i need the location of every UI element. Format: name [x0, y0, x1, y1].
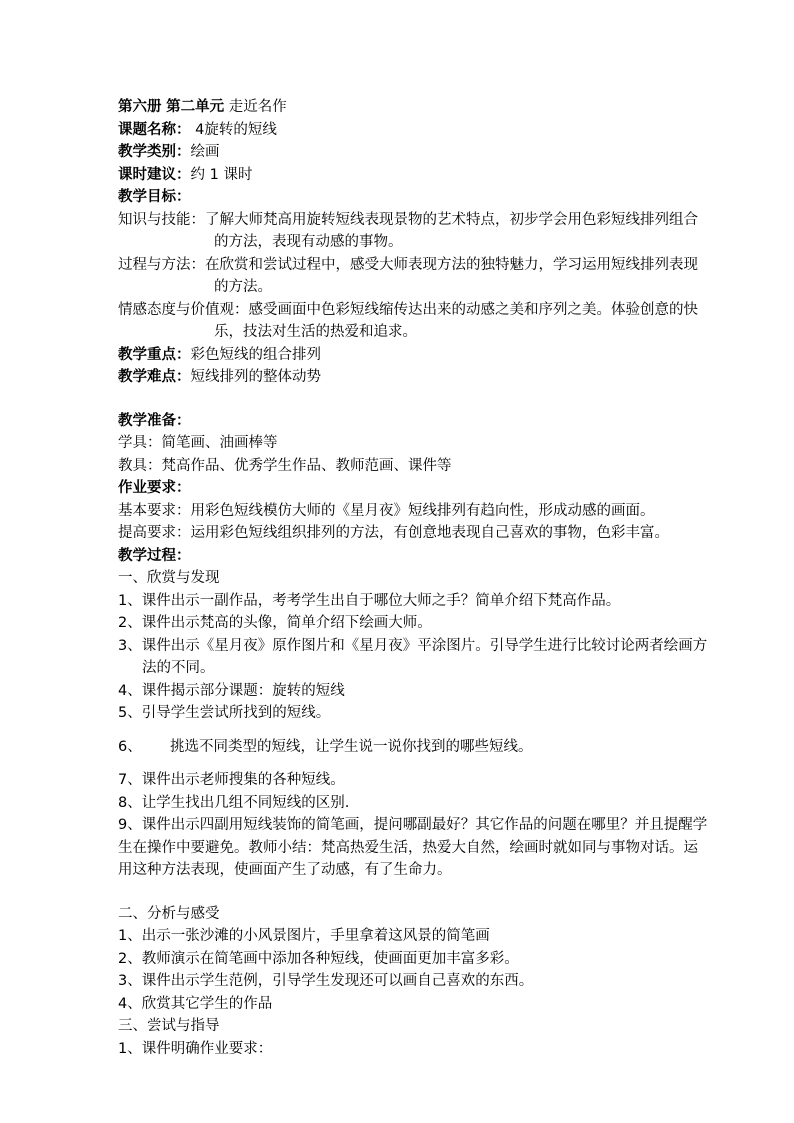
hours-row — [118, 164, 708, 187]
list-item: 1、出示一张沙滩的小风景图片，手里拿着这风景的简笔画 — [118, 928, 490, 944]
goal-process-text: 在欣赏和尝试过程中，感受大师表现方法的独特魅力，学习运用短线排列表现的方法。 — [205, 256, 698, 295]
goal-process-label: 过程与方法： — [118, 256, 205, 273]
homework-basic — [118, 500, 708, 523]
process-heading: 教学过程： — [118, 547, 191, 564]
book-number: 第六册 — [118, 99, 162, 115]
section2-title: 二、分析与感受 — [118, 905, 220, 922]
list-item-number: 6、 — [118, 738, 142, 755]
topic-value: 4旋转的短线 — [190, 121, 277, 138]
unit-header — [118, 96, 708, 119]
key-point-row — [118, 344, 708, 367]
goal-emotion-label: 情感态度与价值观： — [118, 301, 249, 318]
prep-teacher-tools: 教具：梵高作品、优秀学生作品、教师范画、课件等 — [118, 457, 452, 474]
goal-emotion-text: 感受画面中色彩短线缩传达出来的动感之美和序列之美。体验创意的快乐，技法对生活的热爱和追求。 — [214, 301, 698, 340]
list-item: 1、课件出示一副作品，考考学生出自于哪位大师之手？简单介绍下梵高作品。 — [118, 592, 621, 609]
homework-advanced — [118, 522, 708, 545]
type-value: 绘画 — [190, 144, 220, 160]
list-item-text: 挑选不同类型的短线，让学生说一说你找到的哪些短线。 — [170, 738, 533, 755]
homework-advanced-label: 提高要求： — [118, 525, 191, 541]
list-item: 3、课件出示《星月夜》原作图片和《星月夜》平涂图片。引导学生进行比较讨论两者绘画方法的不同。 — [118, 637, 708, 676]
hours-label: 课时建议： — [118, 166, 191, 183]
key-point-value: 彩色短线的组合排列 — [190, 346, 321, 363]
list-item: 1、课件明确作业要求： — [118, 1040, 273, 1057]
homework-advanced-text: 运用彩色短线组织排列的方法，有创意地表现自己喜欢的事物，色彩丰富。 — [190, 525, 669, 541]
list-item: 8、让学生找出几组不同短线的区别. — [118, 794, 350, 811]
goal-knowledge-label: 知识与技能： — [118, 211, 205, 228]
homework-basic-text: 用彩色短线模仿大师的《星月夜》短线排列有趋向性，形成动感的画面。 — [190, 502, 655, 519]
hours-value: 约 1 课时 — [190, 166, 253, 183]
topic-row — [118, 119, 708, 142]
section1-title: 一、欣赏与发现 — [118, 570, 220, 586]
goal-knowledge — [118, 209, 708, 254]
difficulty-row — [118, 366, 708, 389]
unit-title: 走近名作 — [228, 99, 287, 115]
difficulty-label: 教学难点： — [118, 369, 191, 385]
type-row — [118, 141, 708, 164]
prep-student-tools: 学具：简笔画、油画棒等 — [118, 435, 278, 451]
homework-basic-label: 基本要求： — [118, 502, 191, 519]
list-item: 3、课件出示学生范例，引导学生发现还可以画自己喜欢的东西。 — [118, 973, 534, 989]
list-item: 7、课件出示老师搜集的各种短线。 — [118, 772, 345, 788]
list-item: 5、引导学生尝试所找到的短线。 — [118, 705, 331, 721]
list-item: 4、欣赏其它学生的作品 — [118, 995, 273, 1012]
list-item — [118, 736, 708, 759]
unit-number: 第二单元 — [166, 99, 225, 115]
list-item: 4、课件揭示部分课题：旋转的短线 — [118, 682, 345, 699]
homework-heading: 作业要求： — [118, 480, 191, 496]
lesson-plan-document — [118, 96, 708, 1060]
key-point-label: 教学重点： — [118, 346, 191, 363]
difficulty-value: 短线排列的整体动势 — [190, 369, 321, 385]
goal-emotion — [118, 299, 708, 344]
list-item: 2、课件出示梵高的头像，简单介绍下绘画大师。 — [118, 615, 432, 631]
topic-label: 课题名称： — [118, 121, 191, 138]
list-item: 9、课件出示四副用短线装饰的简笔画，提问哪副最好？其它作品的问题在哪里？并且提醒学生在操作中要避免。教师小结：梵高热爱生活，热爱大自然，绘画时就如同与事物对话。运用这种方法表现，使画面产生了动感，有了生命力。 — [118, 817, 708, 878]
goal-process — [118, 254, 708, 299]
goals-heading: 教学目标： — [118, 189, 191, 205]
prep-heading: 教学准备： — [118, 412, 191, 429]
type-label: 教学类别： — [118, 144, 191, 160]
list-item: 2、教师演示在简笔画中添加各种短线，使画面更加丰富多彩。 — [118, 950, 519, 967]
goal-knowledge-text: 了解大师梵高用旋转短线表现景物的艺术特点，初步学会用色彩短线排列组合的方法，表现有动感的事物。 — [205, 211, 698, 250]
section3-title: 三、尝试与指导 — [118, 1018, 220, 1034]
